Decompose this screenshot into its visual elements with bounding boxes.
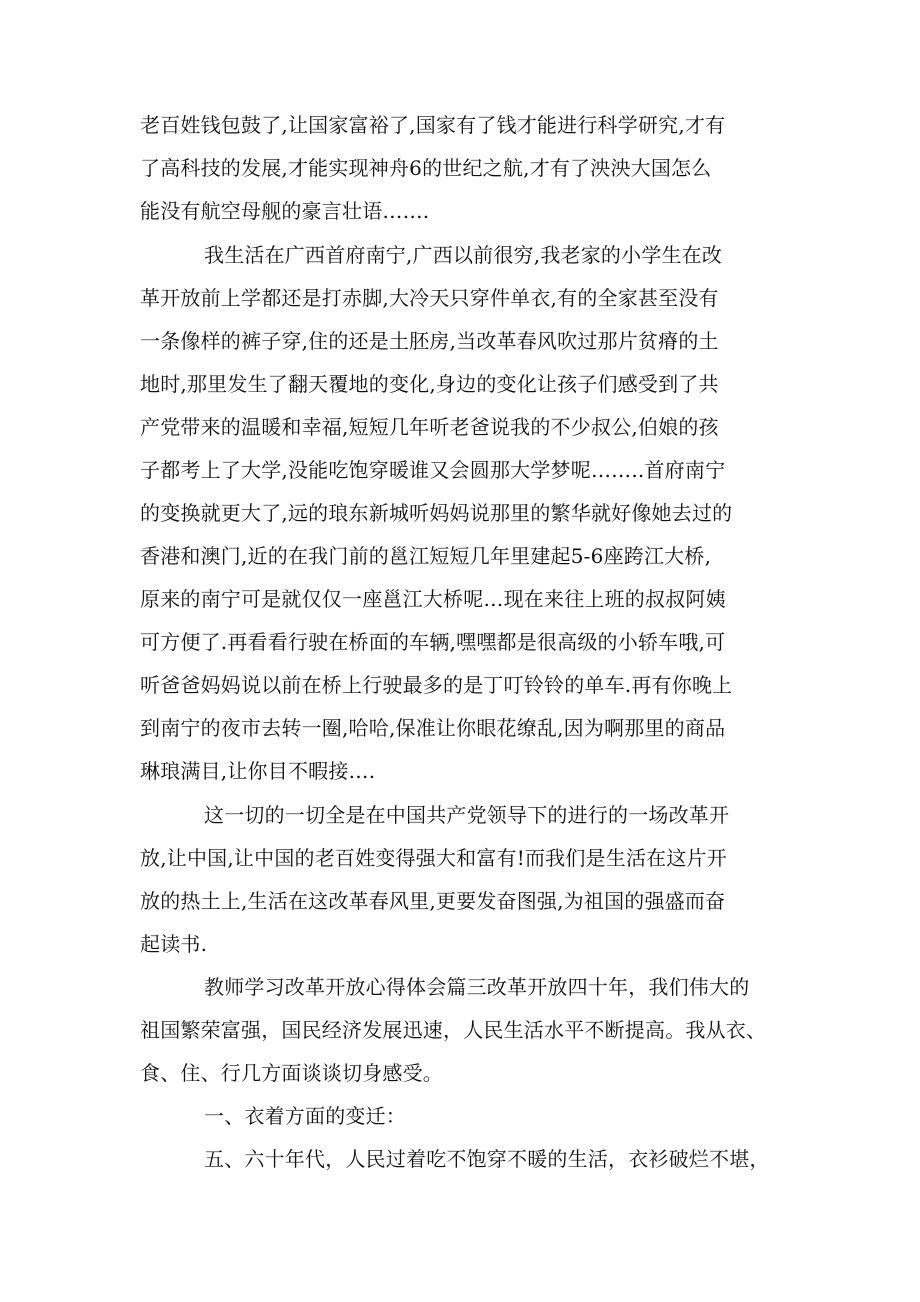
text-line: 产党带来的温暖和幸福,短短几年听老爸说我的不少叔公,伯娘的孩 — [140, 415, 719, 439]
text-line: 老百姓钱包鼓了,让国家富裕了,国家有了钱才能进行科学研究,才有 — [140, 113, 726, 137]
text-line: 到南宁的夜市去转一圈,哈哈,保准让你眼花缭乱,因为啊那里的商品 — [140, 716, 726, 740]
paragraph-start-line: 我生活在广西首府南宁,广西以前很穷,我老家的小学生在改 — [204, 243, 723, 267]
text-line: 地时,那里发生了翻天覆地的变化,身边的变化让孩子们感受到了共 — [140, 372, 719, 396]
text-line: 原来的南宁可是就仅仅一座邕江大桥呢…现在来往上班的叔叔阿姨 — [140, 587, 726, 611]
text-line: 香港和澳门,近的在我门前的邕江短短几年里建起5-6座跨江大桥, — [140, 544, 712, 568]
text-line: 子都考上了大学,没能吃饱穿暖谁又会圆那大学梦呢……..首府南宁 — [140, 458, 726, 482]
text-line: 琳琅满目,让你目不暇接…. — [140, 759, 376, 783]
text-line: 可方便了.再看看行驶在桥面的车辆,嘿嘿都是很高级的小轿车哦,可 — [140, 630, 726, 654]
text-line: 祖国繁荣富强，国民经济发展迅速，人民生活水平不断提高。我从衣、 — [140, 1018, 767, 1042]
text-line: 放的热土上,生活在这改革春风里,更要发奋图强,为祖国的强盛而奋 — [140, 889, 726, 913]
paragraph-start-line: 教师学习改革开放心得体会篇三改革开放四十年，我们伟大的 — [204, 975, 750, 999]
text-line: 放,让中国,让中国的老百姓变得强大和富有!而我们是生活在这片开 — [140, 846, 727, 870]
text-line: 的变换就更大了,远的琅东新城听妈妈说那里的繁华就好像她去过的 — [140, 501, 733, 525]
paragraph-start-line: 这一切的一切全是在中国共产党领导下的进行的一场改革开 — [204, 803, 730, 827]
document-page — [140, 0, 780, 1302]
text-line: 了高科技的发展,才能实现神舟6的世纪之航,才有了泱泱大国怎么 — [140, 156, 712, 180]
text-line: 听爸爸妈妈说以前在桥上行驶最多的是丁叮铃铃的单车.再有你晚上 — [140, 673, 733, 697]
text-line: 起读书. — [140, 932, 208, 956]
paragraph-start-line: 五、六十年代，人民过着吃不饱穿不暖的生活，衣衫破烂不堪， — [204, 1147, 770, 1171]
section-heading: 一、衣着方面的变迁： — [204, 1104, 406, 1128]
text-line: 革开放前上学都还是打赤脚,大冷天只穿件单衣,有的全家甚至没有 — [140, 286, 719, 310]
text-line: 一条像样的裤子穿,住的还是土胚房,当改革春风吹过那片贫瘠的土 — [140, 329, 719, 353]
text-line: 能没有航空母舰的豪言壮语……. — [140, 199, 430, 223]
text-line: 食、住、行几方面谈谈切身感受。 — [140, 1061, 443, 1085]
